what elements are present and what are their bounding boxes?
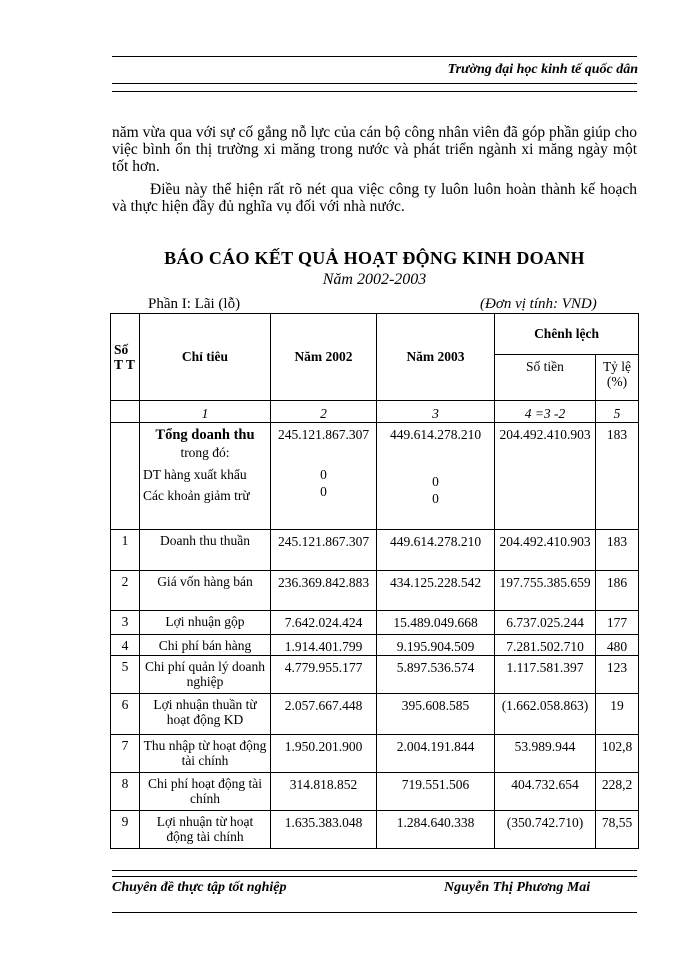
amount-cell: (1.662.058.863) (495, 694, 596, 735)
header-school-name: Trường đại học kinh tế quốc dân (447, 62, 638, 77)
header-2003: Năm 2003 (377, 314, 495, 401)
value-2002-cell: 314.818.852 (271, 773, 377, 811)
report-part-label: Phần I: Lãi (lỗ) (148, 296, 241, 312)
item-cell: Chi phí quản lý doanh nghiệp (140, 656, 271, 694)
ratio-cell: 123 (596, 656, 639, 694)
value-2003-cell: 9.195.904.509 (377, 635, 495, 656)
paragraph-1: năm vừa qua với sự cố gắng nỗ lực của cán bộ công nhân viên đã góp phần giúp cho việc bình ổn thị trường xi măng trong nước và phát triển ngành xi măng ngày một tốt hơn. (112, 124, 637, 175)
amount-cell: 53.989.944 (495, 735, 596, 773)
income-report-table (110, 313, 639, 849)
table-row (111, 611, 639, 635)
header-2002: Năm 2002 (271, 314, 377, 401)
amount-cell: 404.732.654 (495, 773, 596, 811)
item-cell: Lợi nhuận gộp (140, 611, 271, 635)
header-difference: Chênh lệch (495, 314, 639, 355)
footer-rule-top-2 (112, 876, 637, 877)
ratio-cell: 19 (596, 694, 639, 735)
header-rule-bottom-2 (112, 91, 637, 92)
total-2003-export: 0 (432, 474, 439, 489)
index-cell: 4 =3 -2 (495, 401, 596, 423)
value-2003-cell: 1.284.640.338 (377, 811, 495, 849)
ratio-cell: 102,8 (596, 735, 639, 773)
footer-author: Nguyễn Thị Phương Mai (444, 880, 591, 895)
table-row (111, 530, 639, 571)
amount-cell: 1.117.581.397 (495, 656, 596, 694)
total-2003: 449.614.278.210 (389, 427, 482, 442)
value-2003-cell: 434.125.228.542 (377, 571, 495, 611)
total-sub1: trong đó: (180, 445, 230, 460)
table-row (111, 571, 639, 611)
table-row-total (111, 423, 639, 530)
total-sub3: Các khoản giảm trừ (143, 488, 250, 503)
total-label: Tổng doanh thu (155, 427, 255, 443)
ratio-cell: 183 (596, 423, 639, 530)
stt-cell (111, 423, 140, 530)
stt-cell: 8 (111, 773, 140, 811)
index-cell: 5 (596, 401, 639, 423)
amount-cell: (350.742.710) (495, 811, 596, 849)
item-cell: Chi phí bán hàng (140, 635, 271, 656)
value-2003-cell: 5.897.536.574 (377, 656, 495, 694)
stt-cell: 6 (111, 694, 140, 735)
stt-cell: 7 (111, 735, 140, 773)
value-2002-cell: 1.914.401.799 (271, 635, 377, 656)
item-cell: Lợi nhuận từ hoạt động tài chính (140, 811, 271, 849)
value-2003-cell (377, 423, 495, 530)
value-2002-cell: 4.779.955.177 (271, 656, 377, 694)
total-2002-deduct: 0 (320, 484, 327, 499)
stt-cell: 2 (111, 571, 140, 611)
amount-cell: 197.755.385.659 (495, 571, 596, 611)
stt-cell: 5 (111, 656, 140, 694)
value-2002-cell: 236.369.842.883 (271, 571, 377, 611)
header-amount: Số tiền (495, 355, 596, 401)
report-subtitle: Năm 2002-2003 (322, 271, 427, 288)
item-cell: Doanh thu thuần (140, 530, 271, 571)
footer-title: Chuyên đề thực tập tốt nghiệp (112, 880, 287, 895)
table-body (111, 530, 639, 849)
amount-cell: 6.737.025.244 (495, 611, 596, 635)
ratio-cell: 228,2 (596, 773, 639, 811)
paragraph-2: Điều này thể hiện rất rõ nét qua việc công ty luôn luôn hoàn thành kế hoạch và thực hiện đầy đủ nghĩa vụ đối với nhà nước. (112, 181, 637, 215)
ratio-cell: 78,55 (596, 811, 639, 849)
table-row (111, 656, 639, 694)
header-rule-top (112, 56, 637, 57)
footer-rule-bottom (112, 912, 637, 913)
value-2002-cell: 245.121.867.307 (271, 530, 377, 571)
index-cell: 2 (271, 401, 377, 423)
header-ratio: Tỷ lệ (%) (596, 355, 639, 401)
total-sub2: DT hàng xuất khẩu (143, 467, 247, 482)
header-item: Chỉ tiêu (140, 314, 271, 401)
value-2003-cell: 15.489.049.668 (377, 611, 495, 635)
value-2002-cell: 1.635.383.048 (271, 811, 377, 849)
value-2002-cell: 7.642.024.424 (271, 611, 377, 635)
value-2003-cell: 719.551.506 (377, 773, 495, 811)
value-2003-cell: 449.614.278.210 (377, 530, 495, 571)
footer-rule-top (112, 870, 637, 871)
item-cell (140, 423, 271, 530)
report-title: BÁO CÁO KẾT QUẢ HOẠT ĐỘNG KINH DOANH (164, 248, 585, 268)
ratio-cell: 183 (596, 530, 639, 571)
value-2002-cell: 1.950.201.900 (271, 735, 377, 773)
stt-cell: 1 (111, 530, 140, 571)
value-2003-cell: 2.004.191.844 (377, 735, 495, 773)
index-cell: 3 (377, 401, 495, 423)
table-row (111, 735, 639, 773)
header-stt: Số T T (111, 314, 140, 401)
stt-cell: 4 (111, 635, 140, 656)
stt-cell: 9 (111, 811, 140, 849)
ratio-cell: 186 (596, 571, 639, 611)
amount-cell: 7.281.502.710 (495, 635, 596, 656)
item-cell: Thu nhập từ hoạt động tài chính (140, 735, 271, 773)
item-cell: Lợi nhuận thuần từ hoạt động KD (140, 694, 271, 735)
amount-cell: 204.492.410.903 (495, 423, 596, 530)
stt-cell: 3 (111, 611, 140, 635)
report-unit-label: (Đơn vị tính: VND) (480, 296, 597, 312)
table-row (111, 694, 639, 735)
table-row (111, 811, 639, 849)
value-2002-cell: 2.057.667.448 (271, 694, 377, 735)
amount-cell: 204.492.410.903 (495, 530, 596, 571)
value-2003-cell: 395.608.585 (377, 694, 495, 735)
value-2002-cell (271, 423, 377, 530)
item-cell: Chi phí hoạt động tài chính (140, 773, 271, 811)
header-rule-bottom (112, 83, 637, 84)
index-cell: 1 (140, 401, 271, 423)
item-cell: Giá vốn hàng bán (140, 571, 271, 611)
total-2002-export: 0 (320, 467, 327, 482)
total-2003-deduct: 0 (432, 491, 439, 506)
ratio-cell: 177 (596, 611, 639, 635)
index-cell-empty (111, 401, 140, 423)
ratio-cell: 480 (596, 635, 639, 656)
table-row (111, 773, 639, 811)
table-row (111, 635, 639, 656)
total-2002: 245.121.867.307 (277, 427, 370, 442)
